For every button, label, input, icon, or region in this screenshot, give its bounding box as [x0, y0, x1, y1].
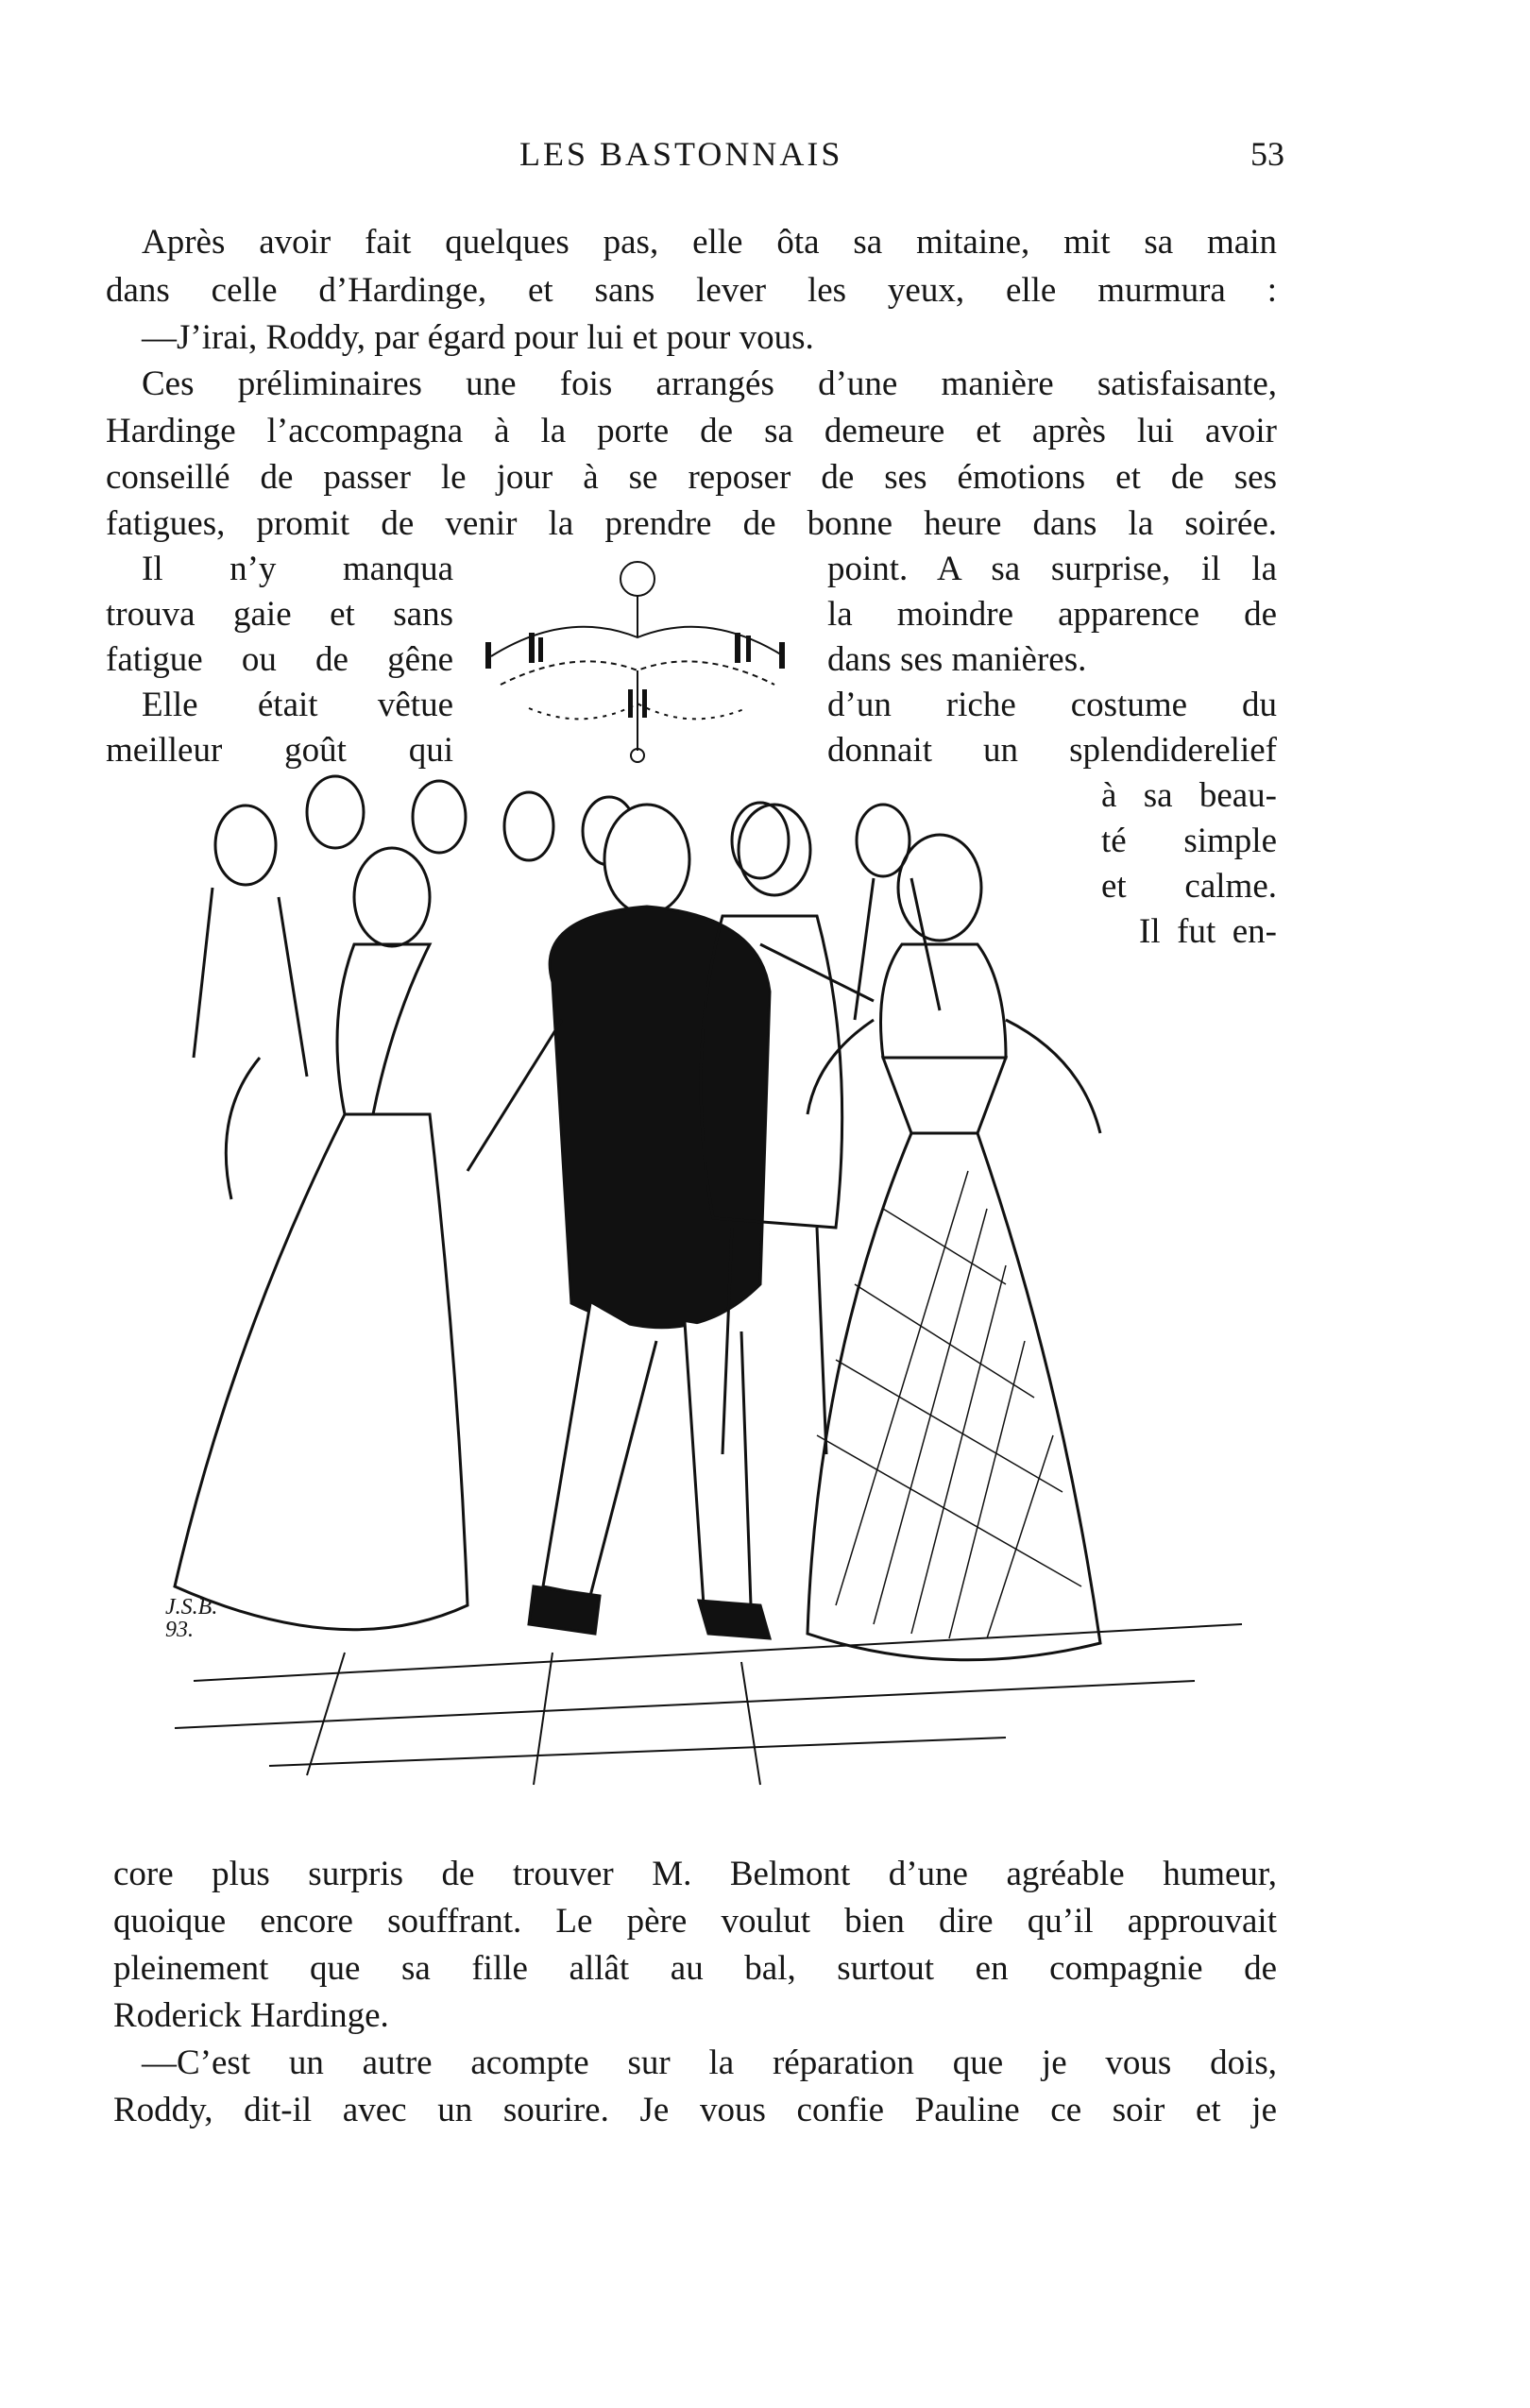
- running-title: LES BASTONNAIS: [519, 135, 843, 173]
- text-line: dans ses manières.: [827, 640, 1087, 679]
- text-line: point. A sa surprise, il la: [827, 550, 1277, 588]
- text-line: Il n’y manqua: [142, 550, 453, 588]
- text-line: —C’est un autre acompte sur la réparation que je vous dois,: [142, 2043, 1277, 2082]
- text-line: —J’irai, Roddy, par égard pour lui et pour vous.: [142, 318, 814, 357]
- text-line: té simple: [1101, 822, 1277, 860]
- artist-year: 93.: [165, 1618, 194, 1642]
- page-number: 53: [1250, 135, 1284, 173]
- text-line: conseillé de passer le jour à se reposer de ses émotions et de ses: [106, 458, 1277, 497]
- text-line: trouva gaie et sans: [106, 595, 453, 634]
- text-line: d’un riche costume du: [827, 686, 1277, 724]
- page-header: [104, 134, 1284, 181]
- text-line: fatigue ou de gêne: [106, 640, 453, 679]
- text-line: Elle était vêtue: [142, 686, 453, 724]
- ballroom-dance-illustration: [156, 774, 1261, 1794]
- text-line: à sa beau-: [1101, 776, 1277, 815]
- text-line: donnait un splendiderelief: [827, 731, 1277, 770]
- text-line: meilleur goût qui: [106, 731, 453, 770]
- text-line: Il fut en-: [1139, 912, 1277, 951]
- text-line: dans celle d’Hardinge, et sans lever les yeux, elle murmura :: [106, 271, 1277, 310]
- artist-monogram: [165, 1596, 217, 1641]
- text-line: et calme.: [1101, 867, 1277, 906]
- text-line: Roderick Hardinge.: [113, 1996, 389, 2035]
- text-line: la moindre apparence de: [827, 595, 1277, 634]
- text-line: pleinement que sa fille allât au bal, surtout en compagnie de: [113, 1949, 1277, 1988]
- artist-initials: J.S.B.: [165, 1595, 218, 1619]
- text-line: Ces préliminaires une fois arrangés d’une manière satisfaisante,: [142, 365, 1277, 403]
- text-line: fatigues, promit de venir la prendre de bonne heure dans la soirée.: [106, 504, 1277, 543]
- text-line: core plus surpris de trouver M. Belmont d’une agréable humeur,: [113, 1855, 1277, 1893]
- text-line: Roddy, dit-il avec un sourire. Je vous confie Pauline ce soir et je: [113, 2091, 1277, 2129]
- text-line: quoique encore souffrant. Le père voulut bien dire qu’il approuvait: [113, 1902, 1277, 1941]
- chandelier-illustration: [472, 552, 803, 765]
- text-line: Hardinge l’accompagna à la porte de sa demeure et après lui avoir: [106, 412, 1277, 450]
- text-line: Après avoir fait quelques pas, elle ôta sa mitaine, mit sa main: [142, 223, 1277, 262]
